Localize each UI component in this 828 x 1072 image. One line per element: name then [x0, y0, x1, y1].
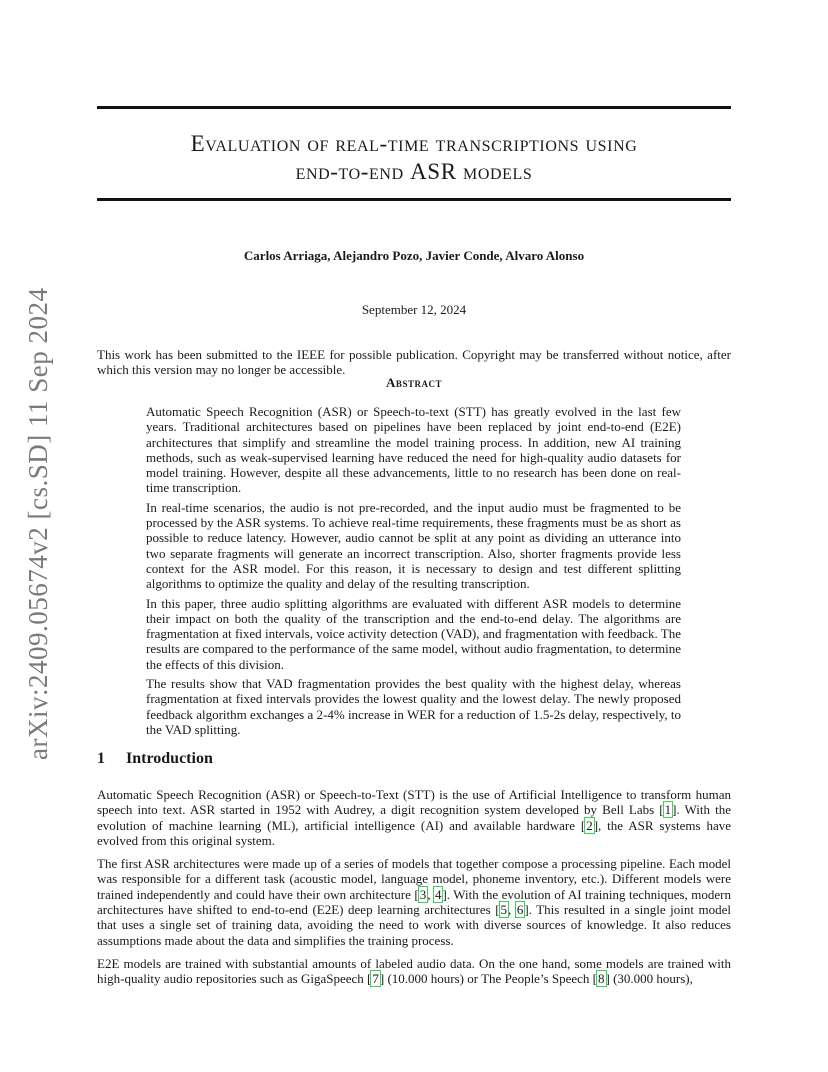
- title-segment: valuation of real-time transcriptions using: [205, 131, 638, 156]
- body-text-run: The first ASR architectures were made up of a series of models that together compose a processing pipeline. Each model was responsible for a different task (acoustic model, language model, phoneme inventory, etc.). Different models were trained independently and could have their own architecture [: [97, 856, 731, 902]
- title-segment: ASR: [410, 159, 457, 184]
- author-list: Carlos Arriaga, Alejandro Pozo, Javier Conde, Alvaro Alonso: [243, 248, 585, 263]
- body-text-run: ]. With the evolution of AI training techniques, modern architectures have shifted to end-to-end (E2E) deep learning architectures [: [97, 886, 731, 918]
- title-bottom-rule: [97, 198, 731, 201]
- citation-link[interactable]: 5: [500, 902, 508, 918]
- abstract-body: [146, 404, 681, 741]
- body-text-run: ] (10.000 hours) or The People’s Speech [: [379, 971, 597, 987]
- citation-link[interactable]: 2: [586, 817, 593, 833]
- citation-link[interactable]: 1: [664, 802, 672, 818]
- title-segment: end-to-end: [295, 159, 411, 184]
- section-number: 1: [97, 750, 105, 767]
- ieee-submission-notice: This work has been submitted to the IEEE for possible publication. Copyright may be transferred without notice, after which this version may no longer be accessible.: [97, 347, 731, 377]
- title-segment: E: [190, 131, 206, 156]
- citation-link[interactable]: 7: [372, 971, 379, 987]
- body-text-run: ,: [427, 886, 434, 902]
- introduction-body: [97, 787, 731, 995]
- abstract-paragraph: Automatic Speech Recognition (ASR) or Speech-to-text (STT) has greatly evolved in the last few years. Traditional architectures based on pipelines have been replaced by joint end-to-end (E2E) architectures that simplify and streamline the model training process. In addition, new AI training methods, such as weak-supervised learning have reduced the need for high-quality audio datasets for model training. However, despite all these advancements, little to no research has been done on real-time transcription.: [146, 404, 681, 496]
- section-heading-introduction: [97, 750, 213, 768]
- abstract-paragraph: The results show that VAD fragmentation provides the best quality with the highest delay, whereas fragmentation at fixed intervals provides the lowest quality and the lowest delay. The newly proposed feedback algorithm exchanges a 2-4% increase in WER for a reduction of 1.5-2s delay, respectively, to the VAD splitting.: [146, 676, 681, 737]
- body-text-run: Automatic Speech Recognition (ASR) or Speech-to-Text (STT) is the use of Artificial Intelligence to transform human speech into text. ASR started in 1952 with Audrey, a digit recognition system developed by Bell Labs: [97, 787, 731, 818]
- paper-title-line-2: [97, 158, 731, 186]
- body-paragraph: [97, 856, 731, 948]
- body-text-run: ]. With the evolution of machine learning (ML), artificial intelligence (AI) and available hardware [: [97, 802, 731, 833]
- body-paragraph: [97, 956, 731, 987]
- body-text-run: E2E models are trained with substantial amounts of labeled audio data. On the one hand, some models are trained with high-quality audio repositories such as GigaSpeech [: [97, 955, 731, 987]
- abstract-paragraph: In real-time scenarios, the audio is not pre-recorded, and the input audio must be fragmented to be processed by the ASR systems. To achieve real-time requirements, these fragments must be as short as possible to reduce latency. However, audio cannot be split at any point as dividing an utterance into two separate fragments will generate an incorrect transcription. Also, shorter fragments provide less context for the ASR model. For this reason, it is necessary to design and test different splitting algorithms to optimize the quality and delay of the resulting transcription.: [146, 499, 681, 592]
- body-text-run: ,: [508, 902, 516, 918]
- citation-link[interactable]: 8: [598, 971, 605, 987]
- paper-title-line-1: [97, 130, 731, 158]
- title-segment: models: [456, 159, 533, 184]
- body-text-run: ], the ASR systems have evolved from this original system.: [97, 817, 731, 848]
- arxiv-identifier-stamp[interactable]: arXiv:2409.05674v2 [cs.SD] 11 Sep 2024: [23, 287, 53, 760]
- body-text-run: [: [659, 802, 664, 818]
- abstract-heading: Abstract: [386, 375, 442, 390]
- citation-link[interactable]: 6: [516, 902, 524, 918]
- body-text-run: ]. This resulted in a single joint model that uses a single set of training data, avoiding the need to work with diverse sources of knowledge. It also reduces assumptions made about the data and simplifies the training process.: [97, 902, 732, 948]
- body-paragraph: [97, 787, 731, 848]
- citation-link[interactable]: 4: [434, 886, 442, 902]
- title-top-rule: [97, 106, 731, 109]
- section-title: Introduction: [126, 750, 213, 767]
- body-text-run: ] (30.000 hours),: [605, 971, 693, 987]
- publication-date: September 12, 2024: [361, 302, 467, 317]
- abstract-paragraph: In this paper, three audio splitting algorithms are evaluated with different ASR models to determine their impact on both the quality of the transcription and the end-to-end delay. The algorithms are fragmentation at fixed intervals, voice activity detection (VAD), and fragmentation with feedback. The results are compared to the performance of the same model, without audio fragmentation, to determine the effects of this division.: [146, 595, 681, 672]
- citation-link[interactable]: 3: [419, 886, 427, 902]
